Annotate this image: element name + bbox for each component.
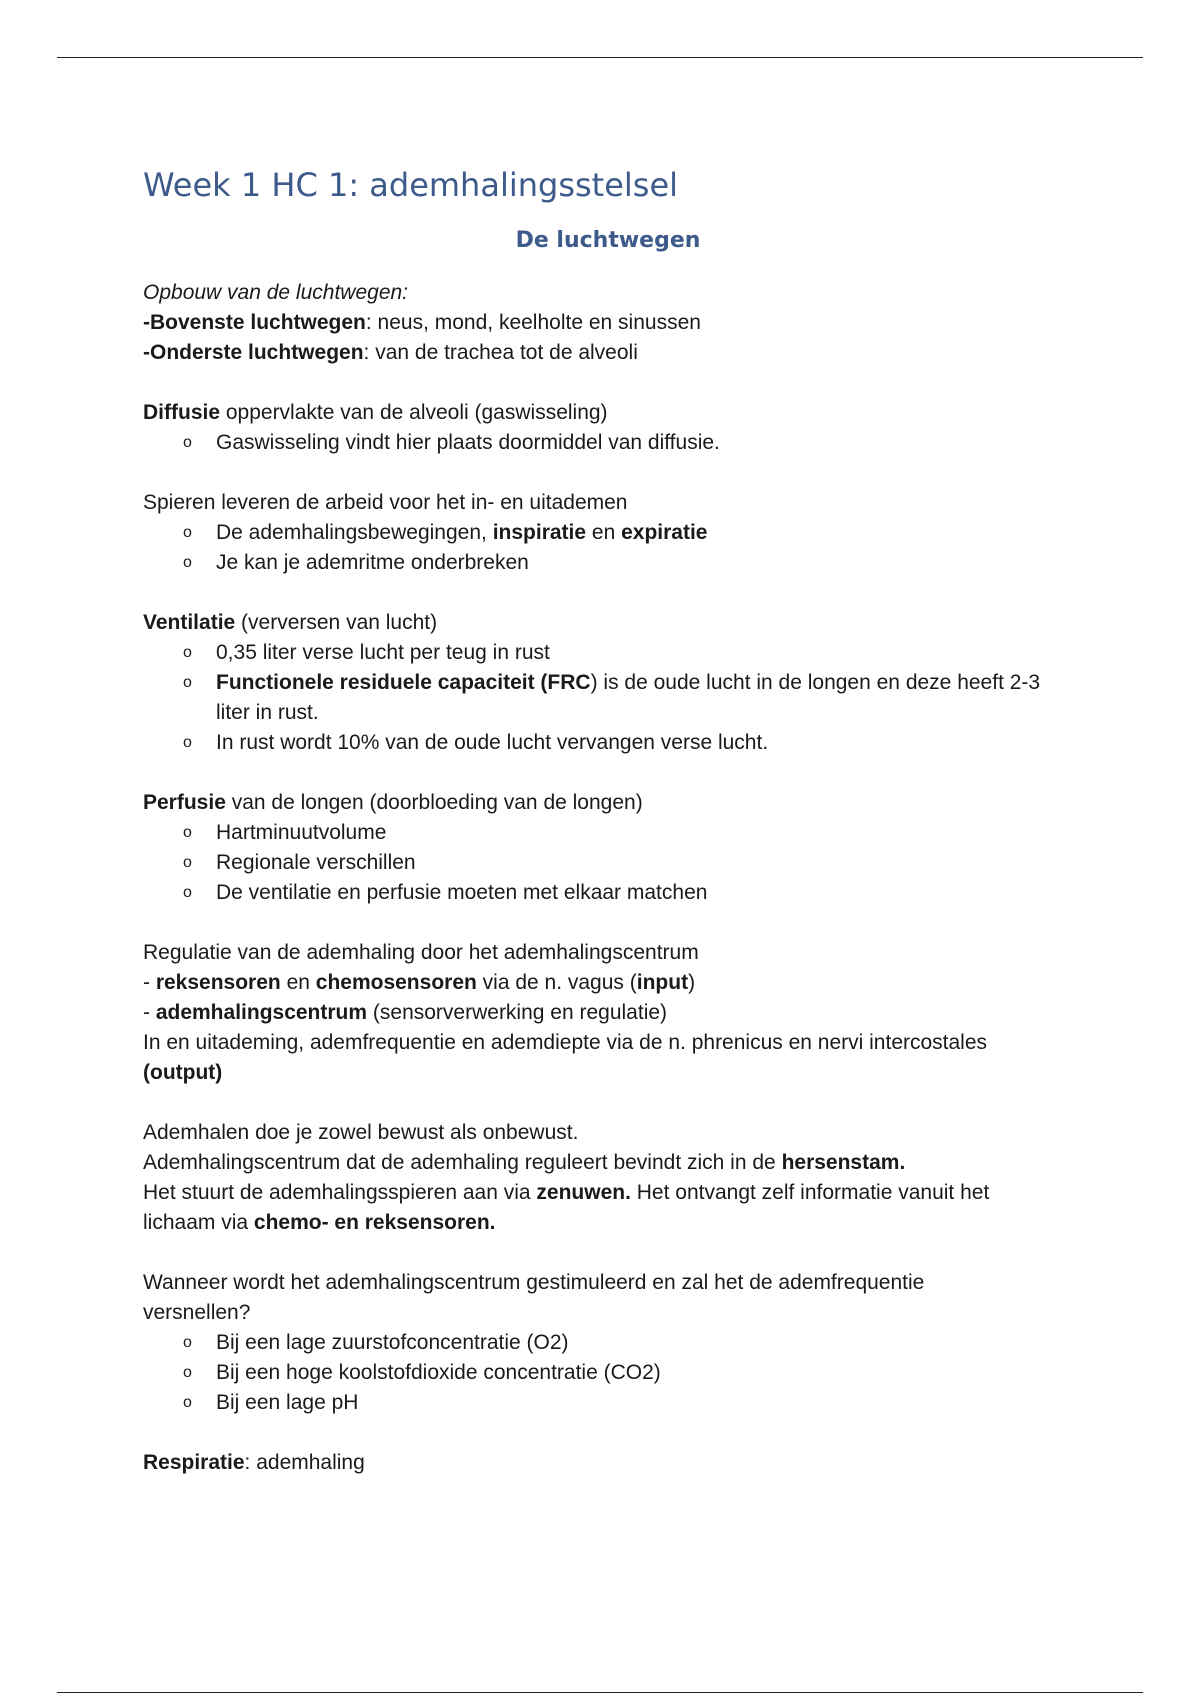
bullet-icon: o (183, 644, 192, 661)
text-line: Ademhalingscentrum dat de ademhaling reguleert bevindt zich in de hersenstam. (143, 1151, 906, 1174)
list-item: o In rust wordt 10% van de oude lucht vervangen verse lucht. (143, 728, 1073, 758)
text-line: Ademhalen doe je zowel bewust als onbewust. (143, 1121, 579, 1144)
bullet-icon: o (183, 1364, 192, 1381)
section-respiratie (143, 1448, 1073, 1478)
text-line: Respiratie: ademhaling (143, 1451, 365, 1474)
text-line: Het stuurt de ademhalingsspieren aan via zenuwen. Het ontvangt zelf informatie vanuit het (143, 1181, 990, 1204)
section-spieren (143, 488, 1073, 578)
section-opbouw (143, 278, 1073, 368)
text-line: Wanneer wordt het ademhalingscentrum gestimuleerd en zal het de ademfrequentie (143, 1271, 925, 1294)
document-page (143, 160, 1073, 1478)
text-line: -Onderste luchtwegen: van de trachea tot de alveoli (143, 341, 638, 364)
section-diffusie (143, 398, 1073, 458)
bullet-icon: o (183, 674, 192, 691)
list-item: o Bij een lage pH (143, 1388, 1073, 1418)
page-title: Week 1 HC 1: ademhalingsstelsel (143, 166, 679, 204)
text-line: -Bovenste luchtwegen: neus, mond, keelholte en sinussen (143, 311, 701, 334)
list-item: o De ventilatie en perfusie moeten met elkaar matchen (143, 878, 1073, 908)
text-line: - ademhalingscentrum (sensorverwerking en regulatie) (143, 1001, 668, 1024)
text-line: Regulatie van de ademhaling door het ademhalingscentrum (143, 941, 699, 964)
bullet-icon: o (183, 524, 192, 541)
list-item: o De ademhalingsbewegingen, inspiratie en expiratie (143, 518, 1073, 548)
text-line: versnellen? (143, 1301, 251, 1324)
bullet-icon: o (183, 884, 192, 901)
bullet-icon: o (183, 854, 192, 871)
bullet-icon: o (183, 1394, 192, 1411)
section-ventilatie (143, 608, 1073, 758)
text-line: (output) (143, 1061, 223, 1084)
list-item: o Je kan je ademritme onderbreken (143, 548, 1073, 578)
text-line: Perfusie van de longen (doorbloeding van de longen) (143, 791, 643, 814)
section-perfusie (143, 788, 1073, 908)
footer-rule (57, 1692, 1143, 1693)
bullet-icon: o (183, 734, 192, 751)
document-body (143, 278, 1073, 1478)
text-line: - reksensoren en chemosensoren via de n. vagus (input) (143, 971, 696, 994)
section-ademhalen (143, 1118, 1073, 1238)
text-line: Ventilatie (verversen van lucht) (143, 611, 438, 634)
text-line: Diffusie oppervlakte van de alveoli (gaswisseling) (143, 401, 608, 424)
section-regulatie (143, 938, 1073, 1088)
text-line: Spieren leveren de arbeid voor het in- en uitademen (143, 491, 628, 514)
bullet-icon: o (183, 554, 192, 571)
bullet-icon: o (183, 824, 192, 841)
list-item: o Bij een hoge koolstofdioxide concentratie (CO2) (143, 1358, 1073, 1388)
text-line: lichaam via chemo- en reksensoren. (143, 1211, 496, 1234)
bullet-icon: o (183, 1334, 192, 1351)
list-item: o Gaswisseling vindt hier plaats doormiddel van diffusie. (143, 428, 1073, 458)
section-subtitle: De luchtwegen (515, 228, 701, 253)
text-line: In en uitademing, ademfrequentie en ademdiepte via de n. phrenicus en nervi intercostales (143, 1031, 988, 1054)
section-stimulatie (143, 1268, 1073, 1418)
paragraph-heading: Opbouw van de luchtwegen: (143, 281, 409, 304)
list-item: o Regionale verschillen (143, 848, 1073, 878)
list-item: o 0,35 liter verse lucht per teug in rust (143, 638, 1073, 668)
list-item: o Hartminuutvolume (143, 818, 1073, 848)
header-rule (57, 57, 1143, 58)
list-item: o Bij een lage zuurstofconcentratie (O2) (143, 1328, 1073, 1358)
list-item: o Functionele residuele capaciteit (FRC) is de oude lucht in de longen en deze heeft 2-3 liter in rust. (143, 668, 1073, 728)
bullet-icon: o (183, 434, 192, 451)
